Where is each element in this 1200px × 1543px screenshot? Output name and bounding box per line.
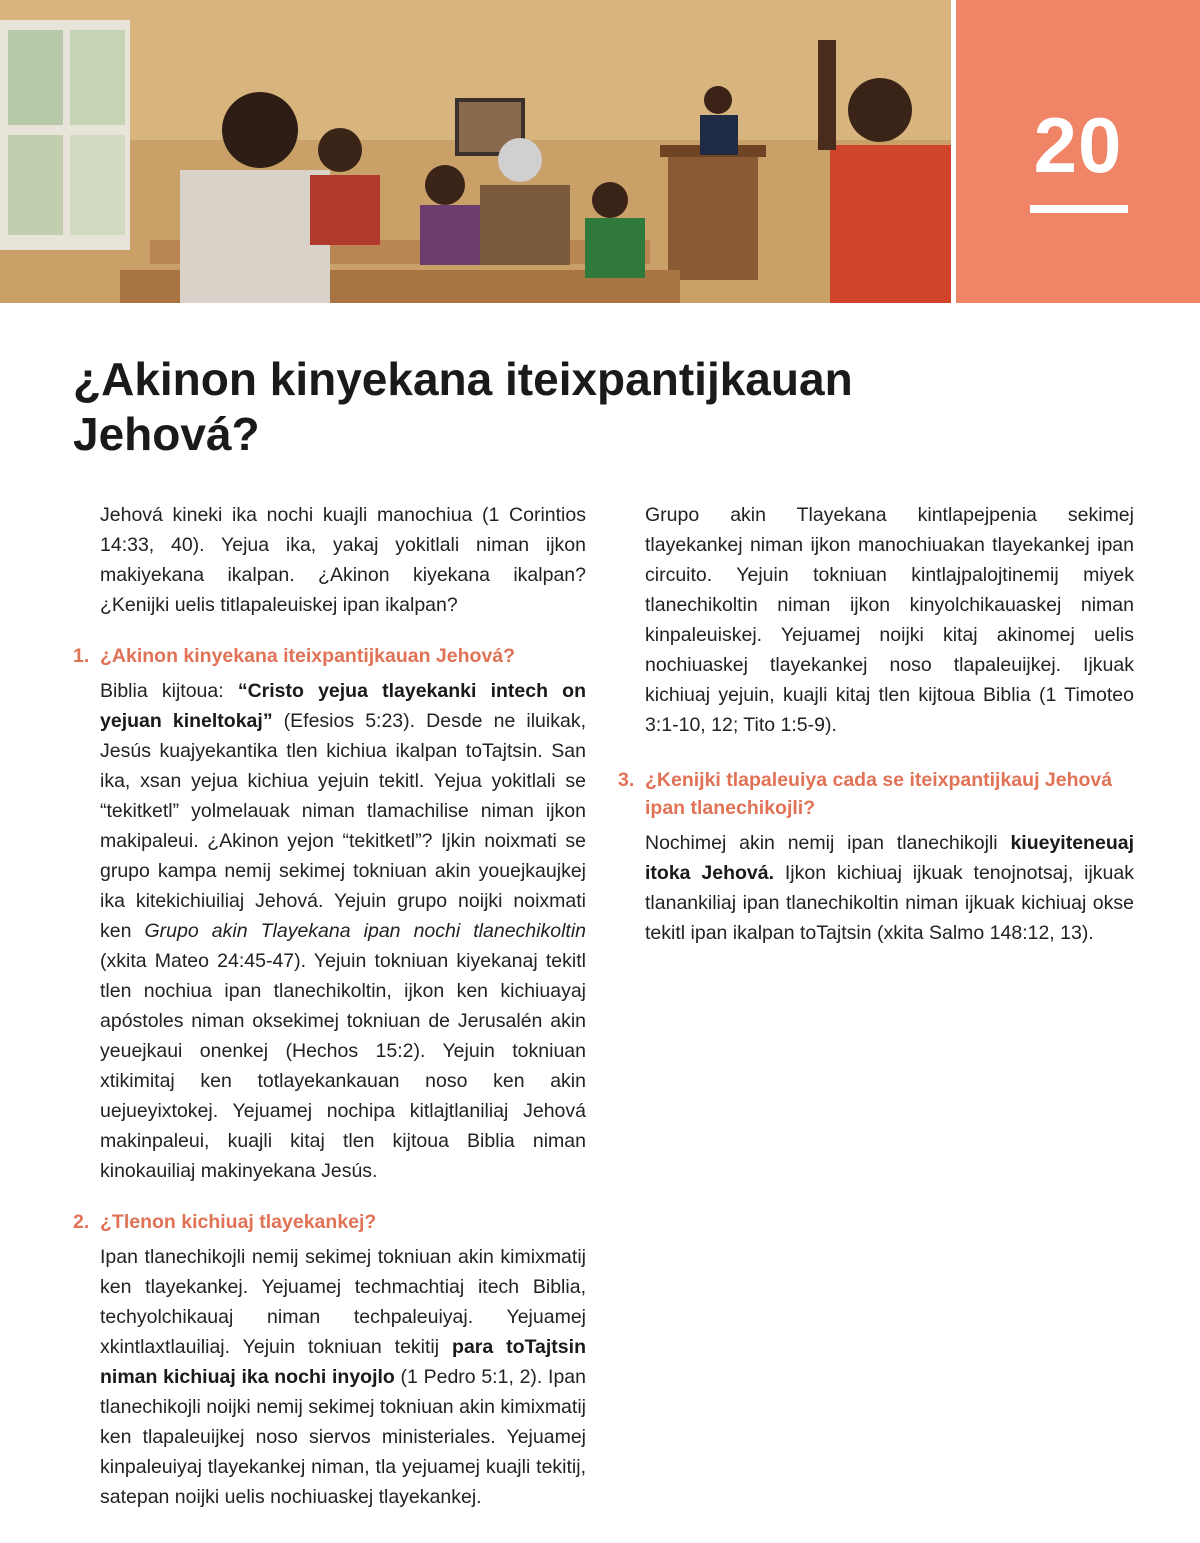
bold-phrase: para toTajtsin niman kichiuaj ika nochi inyojlo [100, 1336, 586, 1388]
congregation-scene-image [0, 0, 951, 303]
intro-paragraph: Jehová kineki ika nochi kuajli manochiua (1 Corintios 14:33, 40). Yejua ika, yakaj yokitlali niman ijkon makiyekana ikalpan. ¿Akinon kiyekana ikalpan? ¿Kenijki uelis titlapaleuiskej ipan ikalpan? [100, 504, 586, 616]
chapter-underline [1030, 205, 1128, 213]
question-1-heading [73, 642, 586, 670]
left-column [73, 500, 586, 1522]
text-run: Ijkon kichiuaj ijkuak tenojnotsaj, ijkuak tlanankiliaj ipan tlanechikoltin niman ijkuak kichiuaj okse tekitl ipan ikalpan toTajtsin (xkita Salmo 148:12, 13). [645, 862, 1134, 944]
text-run: Nochimej akin nemij ipan tlanechikojli [645, 832, 1011, 854]
section-1-paragraph [73, 676, 586, 1186]
bold-phrase: kiueyiteneuaj itoka Jehová. [645, 832, 1134, 884]
question-number: 2. [73, 1211, 90, 1233]
section-2-paragraph-2: Grupo akin Tlayekana kintlapejpenia sekimej tlayekankej niman ijkon manochiuakan tlayekankej ipan circuito. Yejuin tokniuan kintlajpalojtinemij miyek tlanechikoltin niman ijkon kinyolchikauaskej niman kinpaleuiskej. Yejuamej noijki kitaj akinomej uelis nochiuaskej tlayekankej noso tlapaleuijkej. Ijkuak kichiuaj yejuin, kuajli kitaj tlen kijtoua Biblia (1 Timoteo 3:1-10, 12; Tito 1:5-9). [645, 504, 1134, 736]
bold-quote: “Cristo yejua tlayekanki intech on yejuan kineltokaj” [100, 680, 586, 732]
right-column [618, 500, 1134, 958]
text-run: (xkita Mateo 24:45-47). Yejuin tokniuan kiyekanaj tekitl tlen nochiua ipan tlanechikoltin, ijkon ken kichiuayaj apóstoles niman oksekimej tokniuan de Jerusalén akin yeuejkaui onenkej (Hechos 15:2). Yejuin tokniuan xtikimitaj ken totlayekankauan noso ken akin uejueyixtokej. Yejuamej nochipa kitlajtlaniliaj Jehová makinpaleui, kuajli kitaj tlen kijtoua Biblia niman kinokauiliaj makinyekana Jesús. [100, 950, 586, 1182]
section-2-paragraph-1 [73, 1242, 586, 1512]
section-3-paragraph [618, 828, 1134, 948]
header-photo [0, 0, 951, 303]
text-run: Biblia kijtoua: [100, 680, 238, 702]
text-run: (Efesios 5:23). Desde ne iluikak, Jesús kuajyekantika tlen kichiua ikalpan toTajtsin. San ika, xsan yejua kichiua yejuin tekitl. Yejua yokitlali se “tekitketl” yolmelauak niman tlamachilise niman ijkon makipaleui. ¿Akinon yejon “tekitketl”? Ijkin noixmati se grupo kampa nemij sekimej tokniuan akin youejkaujkej ika kitekichiuiliaj Jehová. Yejuin grupo noijki noixmati ken [100, 710, 586, 942]
question-text: ¿Akinon kinyekana iteixpantijkauan Jehová? [100, 645, 516, 667]
page-title: ¿Akinon kinyekana iteixpantijkauan Jehová? [73, 353, 853, 460]
question-text: ¿Kenijki tlapaleuiya cada se iteixpantijkauj Jehová ipan tlanechikojli? [645, 769, 1113, 819]
question-number: 3. [618, 769, 635, 791]
question-3-heading [618, 766, 1134, 822]
question-2-heading [73, 1208, 586, 1236]
chapter-number: 20 [1033, 101, 1123, 189]
text-run: (1 Pedro 5:1, 2). Ipan tlanechikojli noijki nemij sekimej tokniuan akin kimixmatij ken tlapaleuijkej noso siervos ministeriales. Yejuamej kinpaleuiyaj tlayekankej niman, tla yejuamej kuajli tekitij, satepan noijki uelis nochiuaskej tlayekankej. [100, 1366, 586, 1508]
text-run: Ipan tlanechikojli nemij sekimej tokniuan akin kimixmatij ken tlayekankej. Yejuamej techmachtiaj itech Biblia, techyolchikauaj niman techpaleuiyaj. Yejuamej xkintlaxtlauiliaj. Yejuin tokniuan tekitij [100, 1246, 586, 1358]
question-number: 1. [73, 645, 90, 667]
question-text: ¿Tlenon kichiuaj tlayekankej? [100, 1211, 377, 1233]
chapter-badge [956, 0, 1200, 303]
italic-term: Grupo akin Tlayekana ipan nochi tlanechikoltin [144, 920, 587, 942]
